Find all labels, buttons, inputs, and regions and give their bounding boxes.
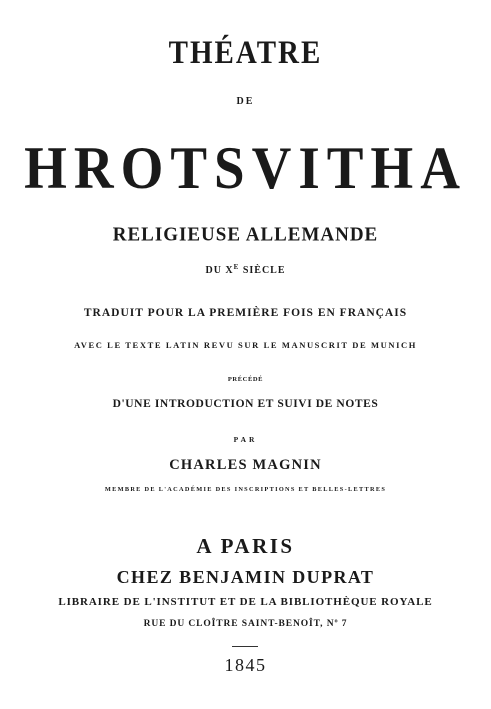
publication-city: A PARIS xyxy=(196,534,295,558)
century-suffix: SIÈCLE xyxy=(239,265,286,276)
heading-de: DE xyxy=(236,96,255,107)
subtitle: RELIGIEUSE ALLEMANDE xyxy=(112,223,379,246)
page-title: HROTSVITHA xyxy=(24,133,467,202)
translation-note: TRADUIT POUR LA PREMIÈRE FOIS EN FRANÇAIS xyxy=(83,307,408,319)
publisher-role: LIBRAIRE DE L'INSTITUT ET DE LA BIBLIOTHÈQUE ROYALE xyxy=(58,596,433,608)
latin-text-note: AVEC LE TEXTE LATIN REVU SUR LE MANUSCRIT DE MUNICH xyxy=(74,340,417,350)
preceded-label: PRÉCÉDÉ xyxy=(227,376,264,383)
divider xyxy=(232,646,258,647)
translator-name: CHARLES MAGNIN xyxy=(169,457,322,473)
century-superscript: E xyxy=(233,263,240,271)
publisher-address: RUE DU CLOÎTRE SAINT-BENOÎT, Nº 7 xyxy=(143,619,348,629)
heading-theatre: THÉATRE xyxy=(168,35,323,71)
by-label: PAR xyxy=(233,435,258,444)
introduction-note: D'UNE INTRODUCTION ET SUIVI DE NOTES xyxy=(112,398,379,410)
publisher-name: CHEZ BENJAMIN DUPRAT xyxy=(116,567,375,587)
century-line xyxy=(0,264,491,276)
publication-year: 1845 xyxy=(224,655,267,675)
translator-role: MEMBRE DE L'ACADÉMIE DES INSCRIPTIONS ET BELLES-LETTRES xyxy=(104,486,387,493)
century-prefix: DU X xyxy=(205,265,234,276)
